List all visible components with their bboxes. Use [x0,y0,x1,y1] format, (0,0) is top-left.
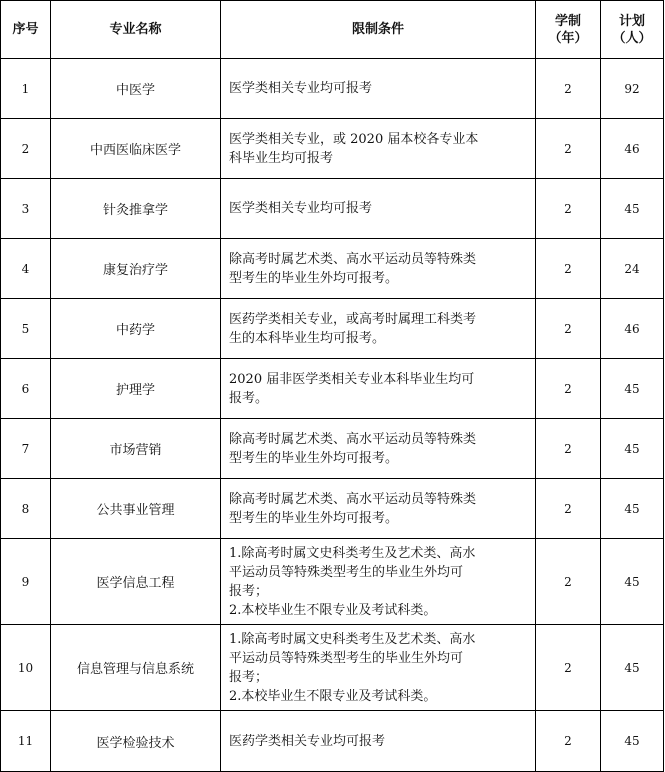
condition-line: 报考； [229,669,269,685]
condition-line: 2.本校毕业生不限专业及考试科类。 [229,602,437,618]
condition-line: 生的本科毕业生均可报考。 [229,330,386,346]
condition-line: 除高考时属艺术类、高水平运动员等特殊类 [229,491,477,507]
row-index: 6 [1,359,51,419]
condition-line: 医学类相关专业均可报考 [229,81,373,96]
row-conditions [221,625,536,711]
row-conditions [221,119,536,179]
condition-line: 医学类相关专业，或 2020 届本校各专业本 [229,131,479,147]
header-plan [601,1,664,59]
table-row [1,59,664,119]
condition-line: 科毕业生均可报考 [229,150,334,166]
condition-line: 2.本校毕业生不限专业及考试科类。 [229,688,437,704]
condition-line: 2020 届非医学类相关专业本科毕业生均可 [229,371,475,387]
row-index: 2 [1,119,51,179]
table-row [1,119,664,179]
condition-line: 1.除高考时属文史科类考生及艺术类、高水 [229,631,476,647]
row-major: 医学信息工程 [51,539,221,625]
condition-line: 平运动员等特殊类型考生的毕业生外均可 [229,564,464,580]
row-index: 8 [1,479,51,539]
row-years: 2 [536,239,601,299]
row-index: 7 [1,419,51,479]
row-conditions [221,59,536,119]
row-years: 2 [536,711,601,772]
row-index: 9 [1,539,51,625]
row-plan: 45 [601,179,664,239]
condition-line: 型考生的毕业生外均可报考。 [229,450,399,466]
row-index: 11 [1,711,51,772]
row-plan: 92 [601,59,664,119]
row-conditions [221,299,536,359]
condition-line: 医学类相关专业均可报考 [229,201,373,216]
row-index: 5 [1,299,51,359]
table-row [1,359,664,419]
row-major: 中西医临床医学 [51,119,221,179]
table-header-row [1,1,664,59]
condition-line: 型考生的毕业生外均可报考。 [229,270,399,286]
row-years: 2 [536,299,601,359]
row-major: 公共事业管理 [51,479,221,539]
row-major: 信息管理与信息系统 [51,625,221,711]
row-years: 2 [536,359,601,419]
condition-line: 除高考时属艺术类、高水平运动员等特殊类 [229,431,477,447]
row-conditions [221,479,536,539]
row-years: 2 [536,539,601,625]
table-row [1,539,664,625]
table-row [1,711,664,772]
row-conditions [221,359,536,419]
table-body [1,59,664,772]
row-index: 1 [1,59,51,119]
row-plan: 45 [601,625,664,711]
condition-line: 1.除高考时属文史科类考生及艺术类、高水 [229,545,476,561]
row-major: 针灸推拿学 [51,179,221,239]
row-plan: 45 [601,479,664,539]
row-index: 4 [1,239,51,299]
table-row [1,179,664,239]
header-years-line2: （年） [548,30,588,46]
header-major: 专业名称 [51,1,221,59]
row-plan: 24 [601,239,664,299]
row-major: 康复治疗学 [51,239,221,299]
row-plan: 45 [601,419,664,479]
row-years: 2 [536,419,601,479]
table-row [1,299,664,359]
row-conditions [221,239,536,299]
row-major: 中药学 [51,299,221,359]
row-plan: 45 [601,711,664,772]
table-row [1,419,664,479]
row-years: 2 [536,179,601,239]
condition-line: 平运动员等特殊类型考生的毕业生外均可 [229,650,464,666]
row-conditions [221,711,536,772]
row-conditions [221,179,536,239]
condition-line: 型考生的毕业生外均可报考。 [229,510,399,526]
header-conditions: 限制条件 [221,1,536,59]
condition-line: 报考。 [229,390,269,406]
row-conditions [221,539,536,625]
condition-line: 报考； [229,583,269,599]
condition-line: 医药学类相关专业均可报考 [229,733,386,749]
condition-line: 除高考时属艺术类、高水平运动员等特殊类 [229,251,477,267]
row-major: 市场营销 [51,419,221,479]
row-years: 2 [536,625,601,711]
table-row [1,479,664,539]
row-index: 10 [1,625,51,711]
header-plan-line2: （人） [612,30,652,46]
condition-line: 医药学类相关专业，或高考时属理工科类考 [229,311,477,327]
row-major: 护理学 [51,359,221,419]
header-years [536,1,601,59]
row-years: 2 [536,479,601,539]
row-conditions [221,419,536,479]
row-plan: 46 [601,299,664,359]
table-row [1,239,664,299]
row-years: 2 [536,119,601,179]
header-index: 序号 [1,1,51,59]
header-plan-line1: 计划 [618,13,645,29]
header-years-line1: 学制 [554,13,581,29]
row-plan: 45 [601,539,664,625]
row-major: 医学检验技术 [51,711,221,772]
row-major: 中医学 [51,59,221,119]
row-years: 2 [536,59,601,119]
row-plan: 45 [601,359,664,419]
table-row [1,625,664,711]
row-plan: 46 [601,119,664,179]
row-index: 3 [1,179,51,239]
